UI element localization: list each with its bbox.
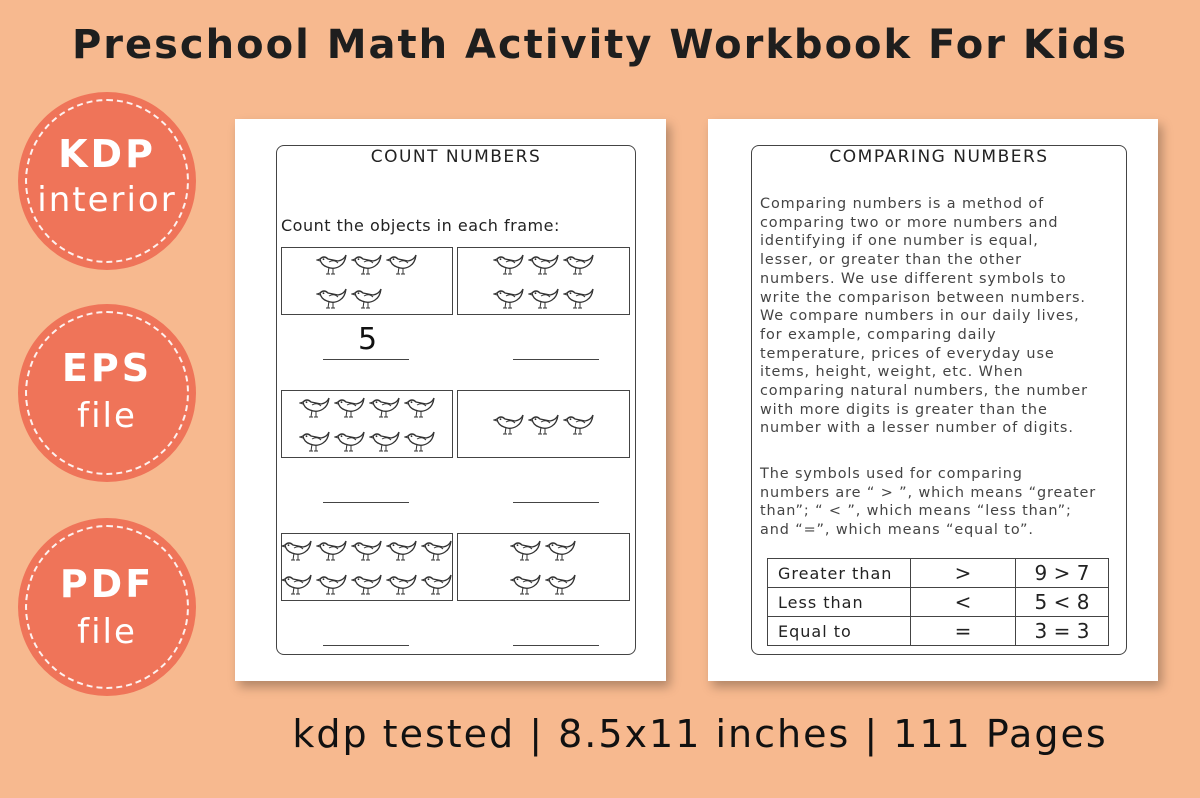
bird-icon — [493, 411, 525, 437]
bird-icon — [281, 571, 313, 597]
table-cell-name: Less than — [768, 588, 911, 617]
table-cell-example: 9 > 7 — [1016, 559, 1109, 588]
text-line: write the comparison between numbers. — [760, 289, 1086, 306]
bird-icon — [316, 285, 348, 311]
text-line: numbers. We use different symbols to — [760, 270, 1067, 287]
bird-icon — [351, 571, 383, 597]
bird-icon — [281, 537, 313, 563]
bird-icon — [299, 394, 331, 420]
answer-line — [513, 359, 599, 360]
table-cell-example: 3 = 3 — [1016, 617, 1109, 646]
text-line: numbers are “ > ”, which means “greater — [760, 484, 1097, 501]
badge-line1: KDP — [58, 132, 156, 176]
bird-icon — [369, 394, 401, 420]
comparing-paragraph — [760, 195, 1130, 438]
bird-icon — [386, 251, 418, 277]
text-line: lesser, or greater than the other — [760, 252, 1022, 269]
table-row — [768, 559, 1109, 588]
footer-tagline: kdp tested | 8.5x11 inches | 111 Pages — [292, 712, 1108, 756]
text-line: We compare numbers in our daily lives, — [760, 308, 1080, 325]
bird-icon — [493, 285, 525, 311]
bird-icon — [528, 285, 560, 311]
count-answer: 5 — [358, 322, 378, 357]
bird-icon — [299, 428, 331, 454]
table-cell-name: Equal to — [768, 617, 911, 646]
text-line: than”; “ < ”, which means “less than”; — [760, 503, 1072, 520]
answer-line — [513, 502, 599, 503]
bird-icon — [351, 285, 383, 311]
text-line: number with a lesser number of digits. — [760, 420, 1074, 437]
text-line: with more digits is greater than the — [760, 401, 1048, 418]
text-line: and “=”, which means “equal to”. — [760, 522, 1034, 539]
text-line: identifying if one number is equal, — [760, 233, 1039, 250]
bird-icon — [369, 428, 401, 454]
bird-icon — [316, 537, 348, 563]
badge-line1: PDF — [59, 562, 155, 606]
symbols-paragraph — [760, 465, 1130, 540]
table-cell-symbol: = — [911, 617, 1016, 646]
text-line: for example, comparing daily — [760, 326, 997, 343]
bird-icon — [351, 537, 383, 563]
bird-icon — [528, 411, 560, 437]
text-line: items, height, weight, etc. When — [760, 364, 1024, 381]
badge-line2: file — [77, 396, 137, 436]
answer-line — [323, 502, 409, 503]
comparison-table — [767, 558, 1109, 646]
answer-line — [513, 645, 599, 646]
bird-icon — [386, 537, 418, 563]
bird-icon — [545, 571, 577, 597]
table-cell-symbol: > — [911, 559, 1016, 588]
text-line: The symbols used for comparing — [760, 466, 1023, 482]
bird-icon — [563, 285, 595, 311]
table-cell-example: 5 < 8 — [1016, 588, 1109, 617]
count-page-heading: COUNT NUMBERS — [370, 147, 542, 167]
badge-eps-file — [18, 304, 196, 482]
badge-line2: interior — [37, 180, 177, 220]
badge-line2: file — [77, 612, 137, 652]
table-cell-symbol: < — [911, 588, 1016, 617]
table-cell-name: Greater than — [768, 559, 911, 588]
bird-icon — [421, 537, 453, 563]
bird-icon — [563, 411, 595, 437]
badge-line1: EPS — [61, 346, 153, 390]
bird-icon — [351, 251, 383, 277]
table-row — [768, 588, 1109, 617]
banner-title: Preschool Math Activity Workbook For Kids — [71, 22, 1129, 68]
answer-line — [323, 645, 409, 646]
bird-icon — [421, 571, 453, 597]
bird-icon — [334, 428, 366, 454]
bird-icon — [404, 428, 436, 454]
bird-icon — [316, 571, 348, 597]
bird-icon — [510, 571, 542, 597]
bird-icon — [528, 251, 560, 277]
count-frame — [457, 533, 630, 601]
answer-line — [323, 359, 409, 360]
bird-icon — [386, 571, 418, 597]
bird-icon — [316, 251, 348, 277]
count-instruction: Count the objects in each frame: — [281, 216, 560, 235]
comparing-page-heading: COMPARING NUMBERS — [829, 147, 1049, 167]
bird-icon — [510, 537, 542, 563]
bird-icon — [545, 537, 577, 563]
text-line: temperature, prices of everyday use — [760, 345, 1055, 362]
bird-icon — [563, 251, 595, 277]
badge-kdp-interior — [18, 92, 196, 270]
table-row — [768, 617, 1109, 646]
text-line: comparing two or more numbers and — [760, 214, 1059, 231]
badge-pdf-file — [18, 518, 196, 696]
text-line: comparing natural numbers, the number — [760, 383, 1088, 400]
bird-icon — [334, 394, 366, 420]
bird-icon — [493, 251, 525, 277]
bird-icon — [404, 394, 436, 420]
text-line: Comparing numbers is a method of — [760, 196, 1045, 212]
